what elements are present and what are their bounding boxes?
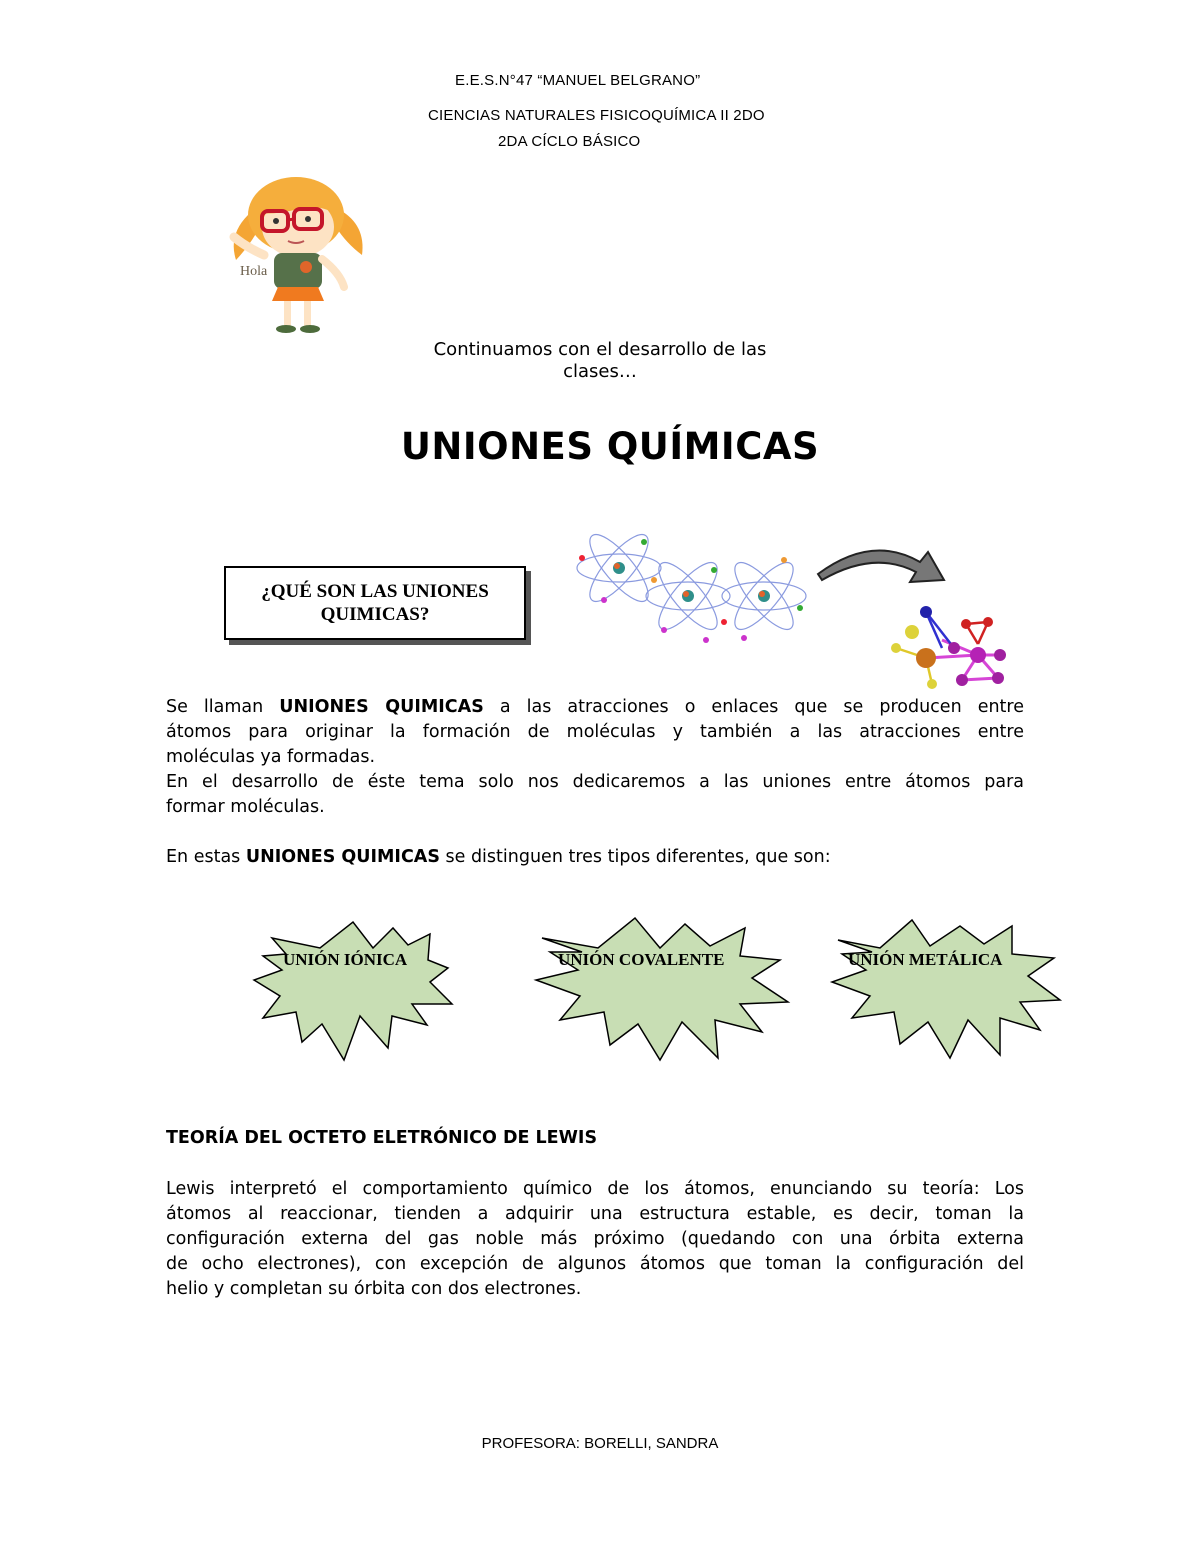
- lewis-paragraph: [166, 1177, 1024, 1302]
- lewis-line-5: helio y completan su órbita con dos electrones.: [166, 1279, 582, 1299]
- lewis-line-2: átomos al reaccionar, tienden a adquirir una estructura estable, es decir, toman la: [166, 1204, 1024, 1224]
- bond-type-covalent: UNIÓN COVALENTE: [558, 950, 725, 969]
- question-box: [224, 566, 526, 640]
- starburst-covalent: [536, 918, 788, 1060]
- definition-line-4: En el desarrollo de éste tema solo nos dedicaremos a las uniones entre átomos para: [166, 772, 1024, 792]
- molecule-illustration: [882, 600, 1012, 695]
- lewis-heading: TEORÍA DEL OCTETO ELETRÓNICO DE LEWIS: [166, 1128, 598, 1148]
- page-title: UNIONES QUÍMICAS: [400, 425, 820, 468]
- footer-teacher: PROFESORA: BORELLI, SANDRA: [481, 1435, 719, 1452]
- mascot-girl-illustration: [228, 175, 368, 335]
- question-line-1: ¿QUÉ SON LAS UNIONES: [261, 581, 489, 602]
- lewis-line-3: configuración externa del gas noble más próximo (quedando con una órbita externa: [166, 1229, 1024, 1249]
- starburst-metallic: [832, 920, 1060, 1058]
- atoms-illustration: [574, 530, 814, 650]
- subject-line: CIENCIAS NATURALES FISICOQUÍMICA II 2DO: [428, 107, 765, 124]
- intro-line-1: Continuamos con el desarrollo de las: [433, 339, 767, 360]
- definition-line-2: átomos para originar la formación de moléculas y también a las atracciones entre: [166, 722, 1024, 742]
- bond-type-ionic: UNIÓN IÓNICA: [283, 950, 408, 969]
- starburst-ionic: [254, 922, 452, 1060]
- intro-text: [360, 339, 840, 383]
- lewis-line-4: de ocho electrones), con excepción de algunos átomos que toman la configuración del: [166, 1254, 1024, 1274]
- hola-label: Hola: [240, 264, 268, 279]
- types-intro-keyword: UNIONES QUIMICAS: [245, 847, 440, 867]
- bond-type-metallic: UNIÓN METÁLICA: [848, 950, 1003, 969]
- definition-paragraph: [166, 695, 1024, 820]
- definition-keyword: UNIONES QUIMICAS: [279, 697, 484, 717]
- intro-line-2: clases…: [563, 361, 637, 382]
- definition-text-a: Se llaman: [166, 697, 280, 717]
- question-line-2: QUIMICAS?: [320, 604, 430, 625]
- definition-line-3: moléculas ya formadas.: [166, 747, 376, 767]
- definition-line-5: formar moléculas.: [166, 797, 325, 817]
- cycle-line: 2DA CÍCLO BÁSICO: [498, 133, 641, 150]
- bond-types-starbursts: [0, 900, 1200, 1080]
- types-intro-c: se distinguen tres tipos diferentes, que son:: [439, 847, 831, 867]
- types-intro-a: En estas: [166, 847, 246, 867]
- curved-arrow-icon: [812, 540, 952, 590]
- lewis-line-1: Lewis interpretó el comportamiento químico de los átomos, enunciando su teoría: Los: [166, 1179, 1024, 1199]
- definition-text-c: a las atracciones o enlaces que se producen entre: [483, 697, 1024, 717]
- school-name: E.E.S.N°47 “MANUEL BELGRANO”: [455, 72, 701, 89]
- types-intro-paragraph: [166, 845, 1024, 870]
